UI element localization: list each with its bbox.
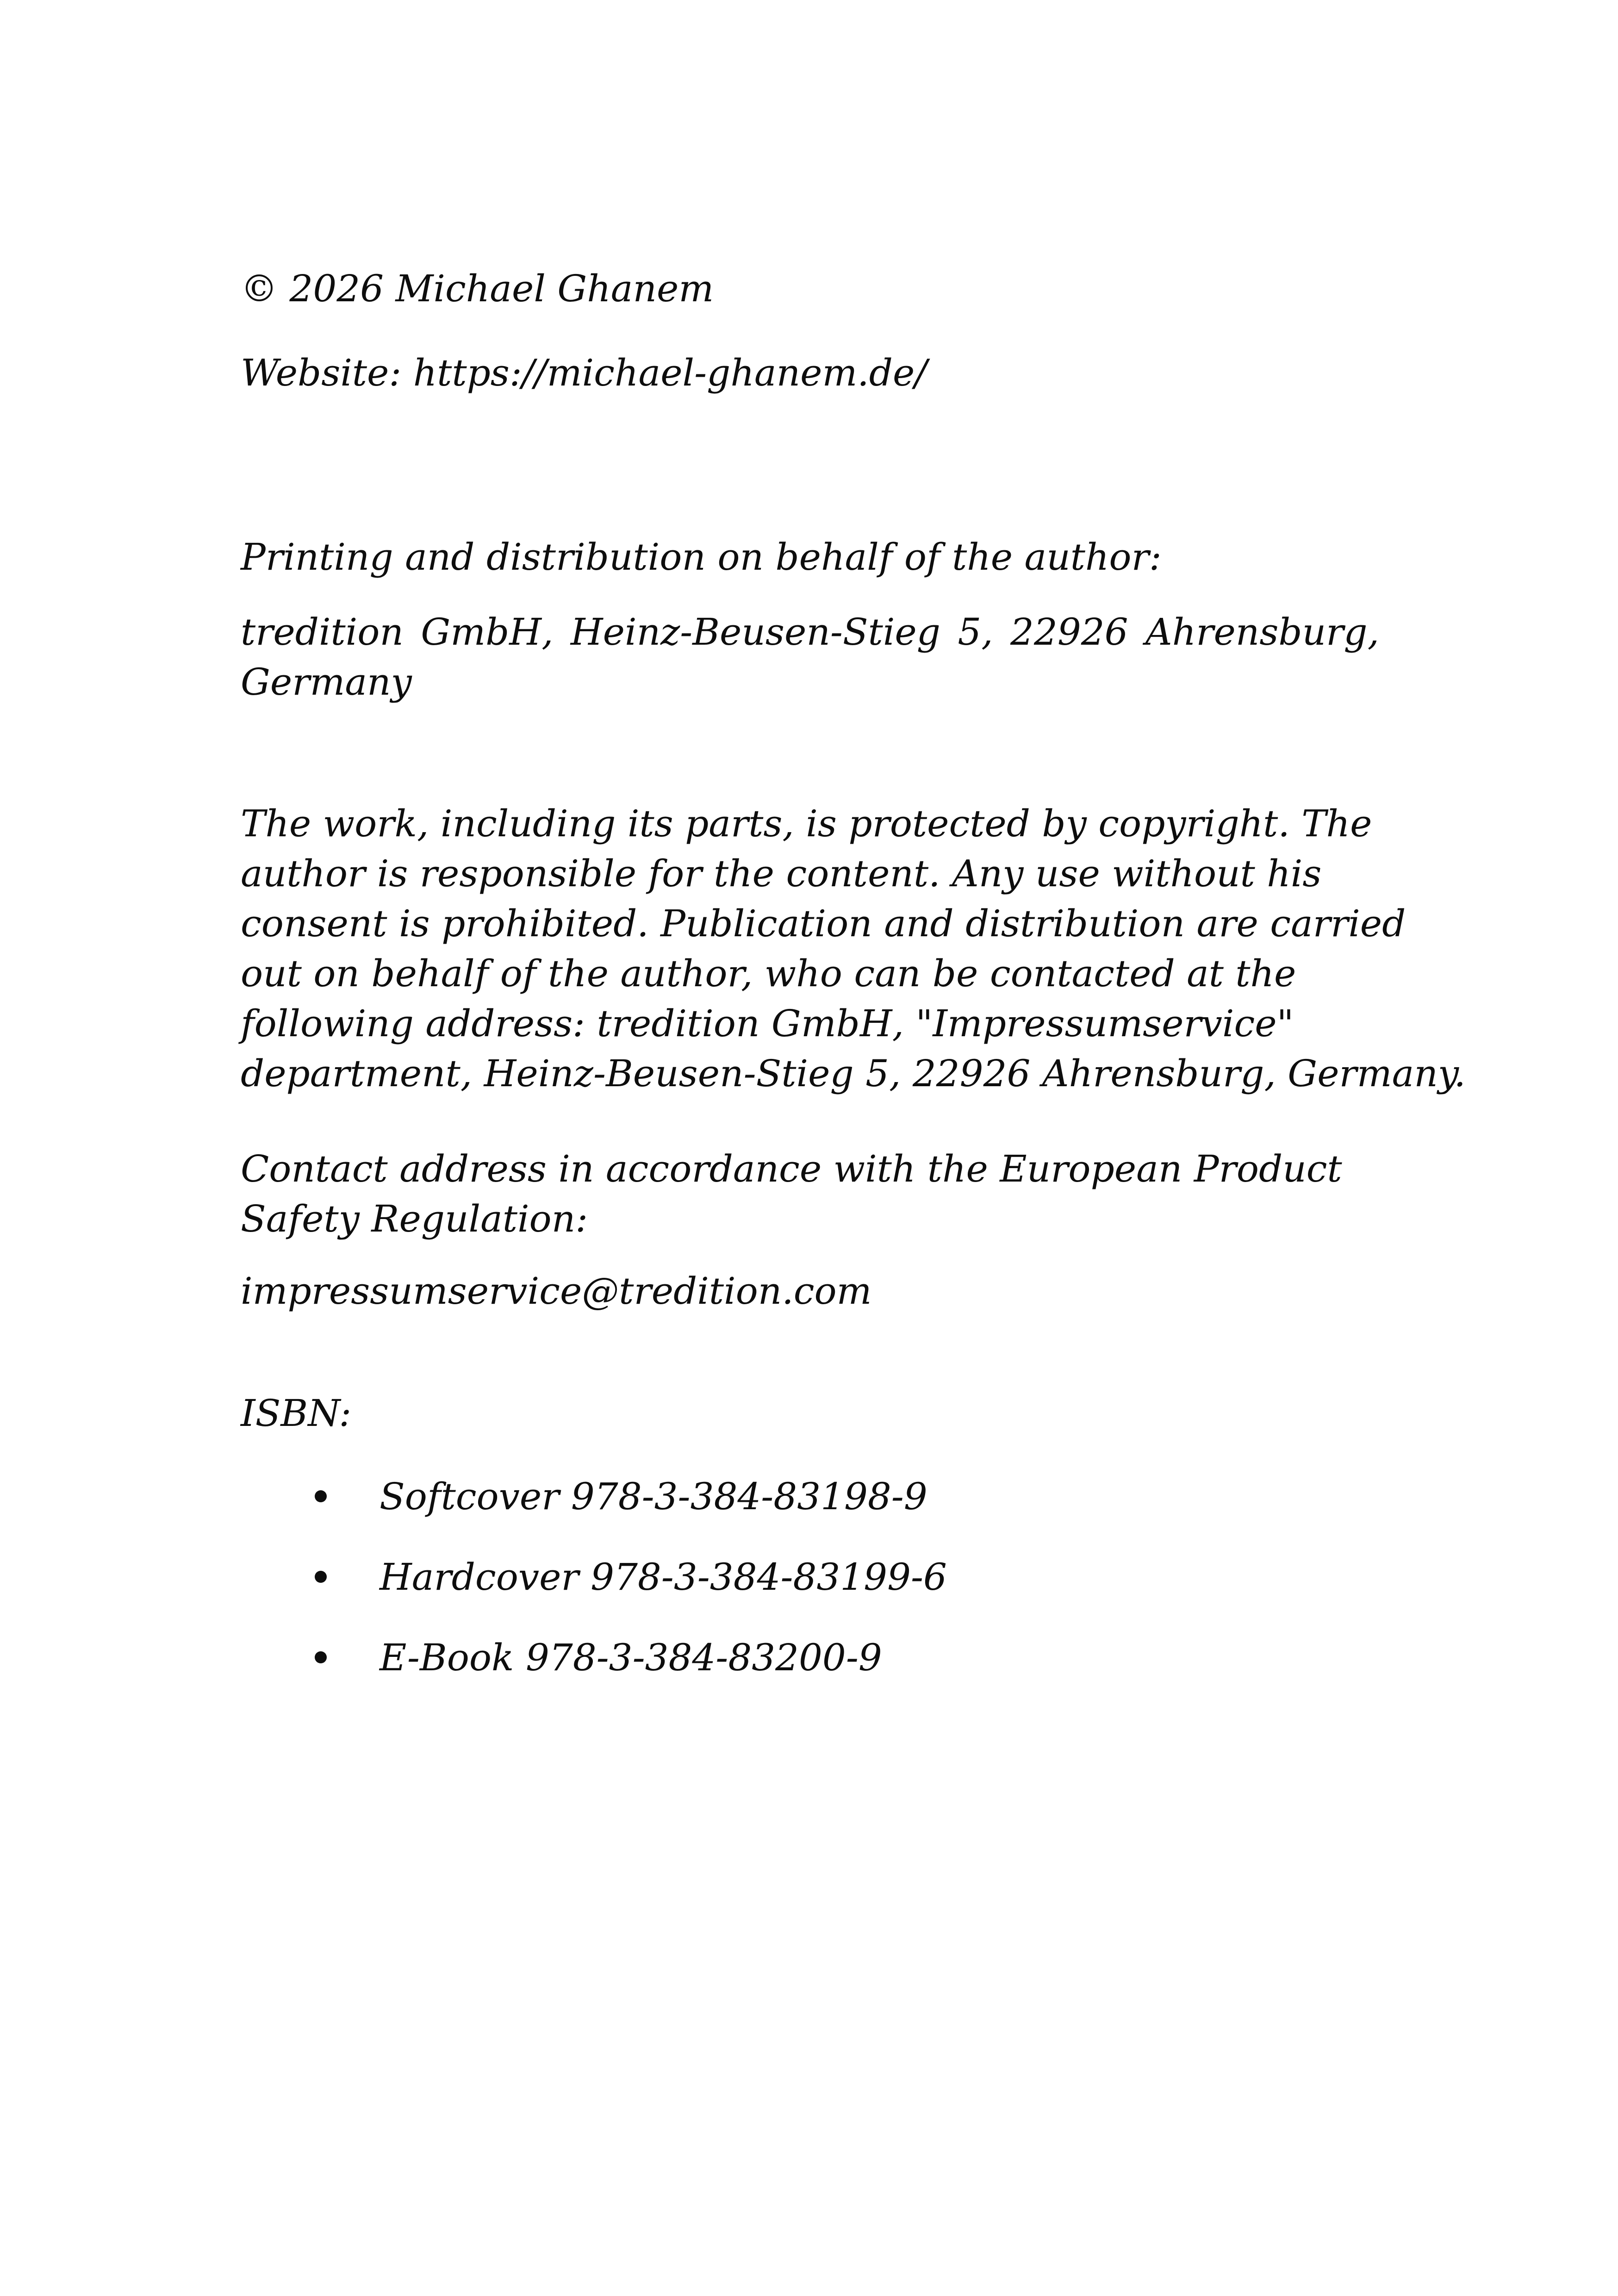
bullet-icon: [315, 1651, 327, 1663]
contact-heading: [241, 1144, 1379, 1244]
isbn-list: [241, 1472, 1379, 1713]
isbn-item-hardcover: [241, 1552, 1379, 1602]
copyright-notice-line: author is responsible for the content. Any use without his: [241, 852, 1322, 895]
printing-heading: Printing and distribution on behalf of the author:: [241, 535, 1162, 579]
publisher-address: tredition GmbH, Heinz-Beusen-Stieg 5, 22926 Ahrensburg, Germany: [241, 610, 1379, 703]
copyright-notice-line: The work, including its parts, is protected by copyright. The: [241, 802, 1372, 845]
isbn-item-ebook: [241, 1633, 1379, 1683]
copyright-notice-line: out on behalf of the author, who can be contacted at the: [241, 952, 1296, 995]
website-line: Website: https://michael-ghanem.de/: [241, 351, 927, 394]
isbn-heading: ISBN:: [241, 1392, 352, 1435]
isbn-text: Hardcover 978-3-384-83199-6: [380, 1556, 947, 1599]
contact-heading-line: Safety Regulation:: [241, 1197, 588, 1240]
isbn-text: Softcover 978-3-384-83198-9: [380, 1475, 927, 1518]
isbn-item-softcover: [241, 1472, 1379, 1522]
copyright-notice: [241, 799, 1466, 1099]
contact-heading-line: Contact address in accordance with the European Product: [241, 1147, 1342, 1190]
bullet-icon: [315, 1571, 327, 1583]
copyright-notice-line: consent is prohibited. Publication and distribution are carried: [241, 902, 1406, 945]
bullet-icon: [315, 1490, 327, 1502]
copyright-line: © 2026 Michael Ghanem: [241, 267, 714, 310]
copyright-notice-line: department, Heinz-Beusen-Stieg 5, 22926 Ahrensburg, Germany.: [241, 1052, 1466, 1095]
isbn-text: E-Book 978-3-384-83200-9: [380, 1636, 882, 1679]
contact-email: impressumservice@tredition.com: [241, 1269, 872, 1313]
copyright-notice-line: following address: tredition GmbH, "Impressumservice": [241, 1002, 1294, 1045]
